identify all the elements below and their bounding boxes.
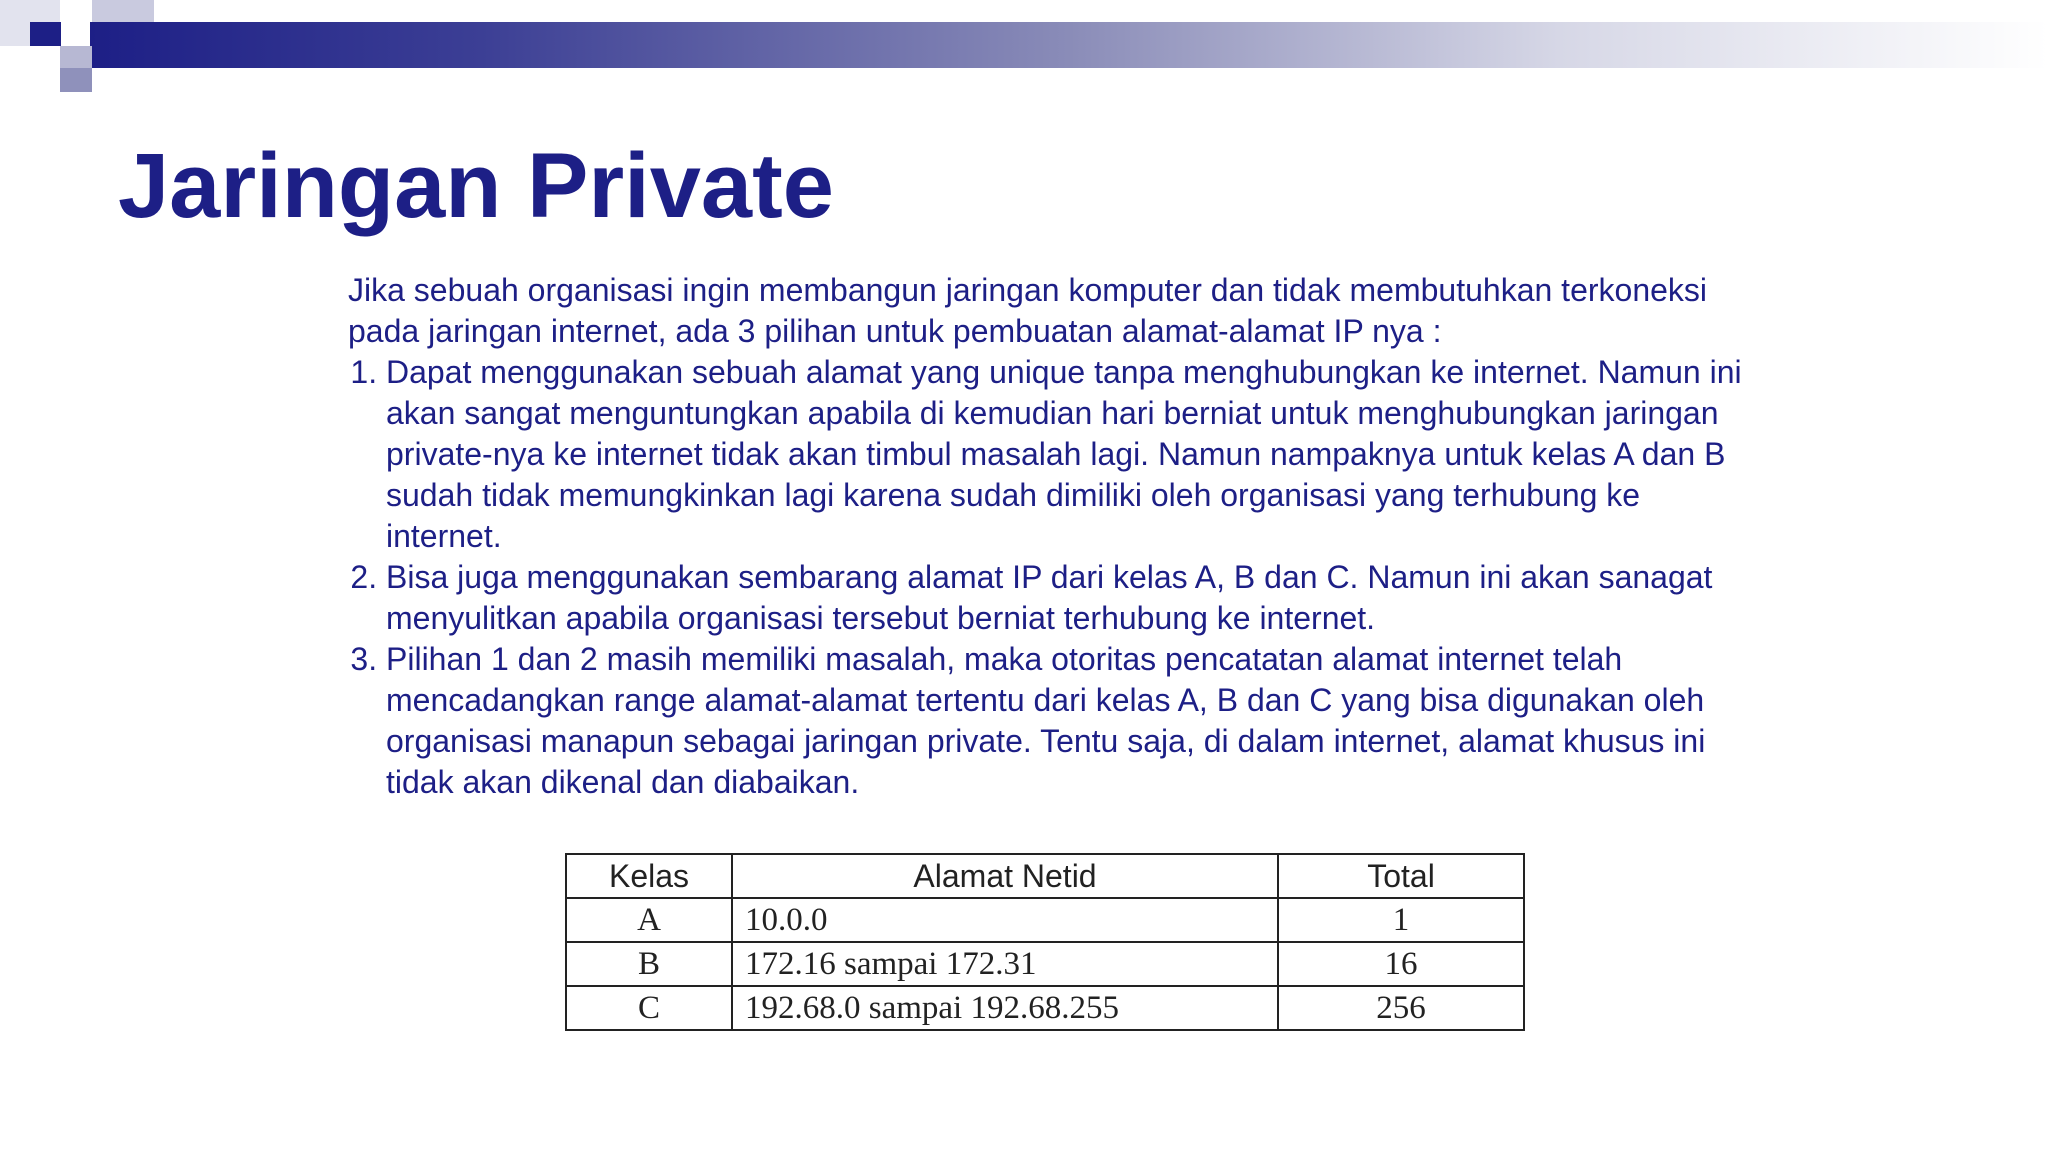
private-address-table <box>565 853 1525 1031</box>
cell-alamat: 192.68.0 sampai 192.68.255 <box>732 986 1278 1030</box>
cell-kelas: C <box>566 986 732 1030</box>
header-kelas: Kelas <box>566 854 732 898</box>
cell-total: 1 <box>1278 898 1524 942</box>
list-item: 2. Bisa juga menggunakan sembarang alamat IP dari kelas A, B dan C. Namun ini akan sanagat menyulitkan apabila organisasi tersebut berniat terhubung ke internet. <box>386 557 1748 639</box>
slide-body <box>348 270 1748 803</box>
header-alamat-netid: Alamat Netid <box>732 854 1278 898</box>
slide-title: Jaringan Private <box>118 135 834 237</box>
decor-square <box>92 0 154 22</box>
cell-kelas: B <box>566 942 732 986</box>
cell-total: 16 <box>1278 942 1524 986</box>
table-row <box>566 986 1524 1030</box>
table-header-row <box>566 854 1524 898</box>
cell-alamat: 10.0.0 <box>732 898 1278 942</box>
list-item: 1. Dapat menggunakan sebuah alamat yang unique tanpa menghubungkan ke internet. Namun ini akan sangat menguntungkan apabila di kemudian hari berniat untuk menghubungkan jaringan private-nya ke internet tidak akan timbul masalah lagi. Namun nampaknya untuk kelas A dan B sudah tidak memungkinkan lagi karena sudah dimiliki oleh organisasi yang terhubung ke internet. <box>386 352 1748 557</box>
intro-paragraph: Jika sebuah organisasi ingin membangun jaringan komputer dan tidak membutuhkan terkoneksi pada jaringan internet, ada 3 pilihan untuk pembuatan alamat-alamat IP nya : <box>348 272 1708 349</box>
points-list <box>348 352 1748 803</box>
gradient-banner <box>90 22 2048 68</box>
header-total: Total <box>1278 854 1524 898</box>
table-row <box>566 942 1524 986</box>
list-item: 3. Pilihan 1 dan 2 masih memiliki masalah, maka otoritas pencatatan alamat internet telah mencadangkan range alamat-alamat tertentu dari kelas A, B dan C yang bisa digunakan oleh organisasi manapun sebagai jaringan private. Tentu saja, di dalam internet, alamat khusus ini tidak akan dikenal dan diabaikan. <box>386 639 1748 803</box>
decor-square <box>60 68 92 92</box>
decor-square <box>30 22 61 46</box>
table-row <box>566 898 1524 942</box>
cell-kelas: A <box>566 898 732 942</box>
cell-alamat: 172.16 sampai 172.31 <box>732 942 1278 986</box>
cell-total: 256 <box>1278 986 1524 1030</box>
